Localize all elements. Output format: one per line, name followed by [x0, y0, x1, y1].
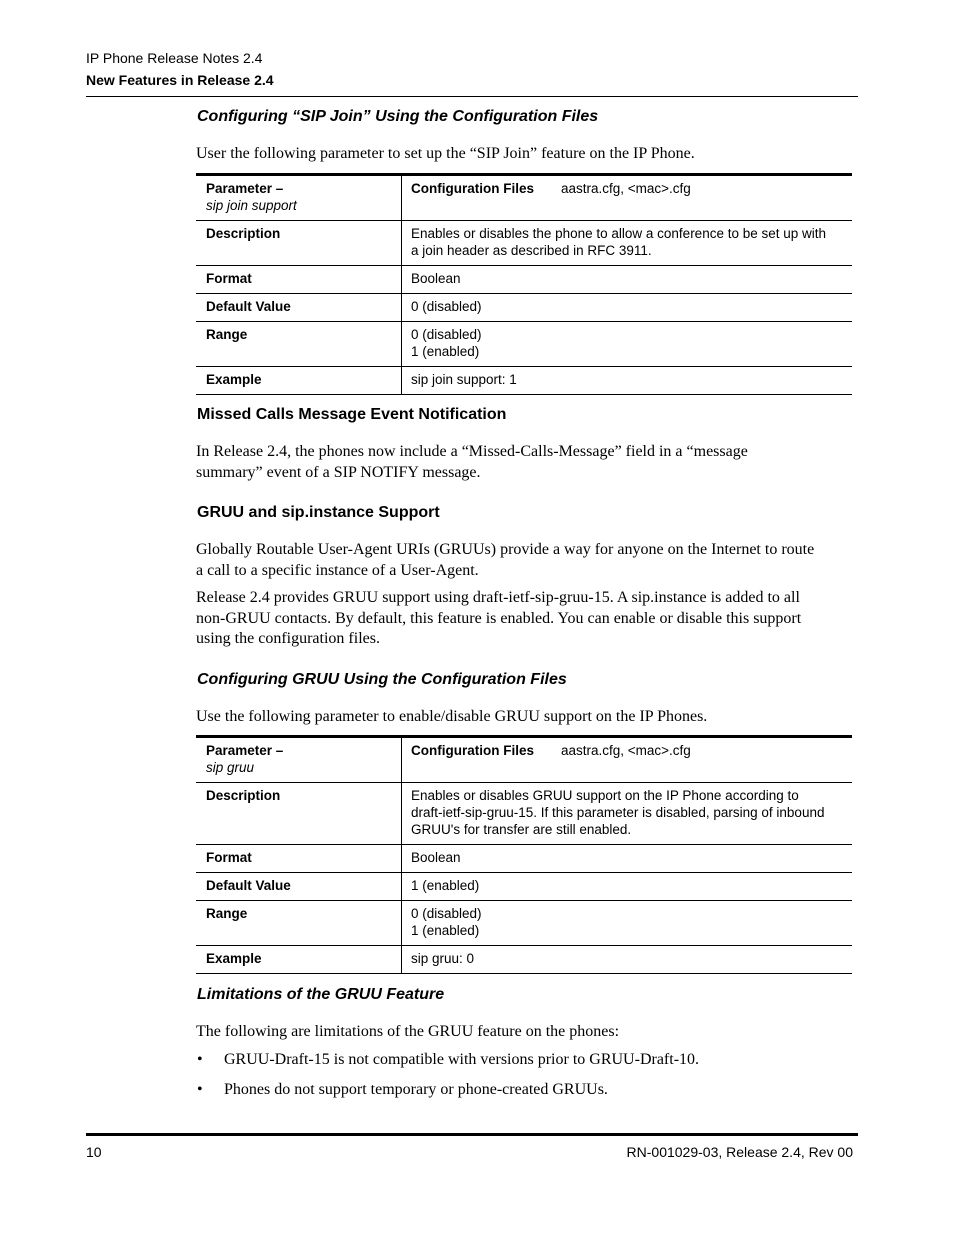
- row-label: Description: [196, 783, 402, 845]
- missed-calls-paragraph: [196, 442, 856, 483]
- page-number: 10: [86, 1144, 102, 1160]
- row-value-line: draft-ietf-sip-gruu-15. If this parameter is disabled, parsing of inbound: [411, 805, 825, 820]
- table-row: [196, 783, 852, 845]
- gruu-paragraph-1: [196, 540, 856, 581]
- row-value-line: Boolean: [402, 845, 853, 873]
- parameter-label: Parameter –: [206, 743, 284, 758]
- table-row: [196, 367, 852, 395]
- config-files-label: Configuration Files: [411, 743, 534, 758]
- limitations-intro: The following are limitations of the GRUU feature on the phones:: [196, 1023, 620, 1040]
- text-line: using the configuration files.: [196, 630, 380, 647]
- parameter-name: sip gruu: [206, 760, 255, 775]
- footer-rule: [86, 1133, 858, 1136]
- document-id: RN-001029-03, Release 2.4, Rev 00: [626, 1144, 853, 1160]
- table-row: [196, 737, 852, 783]
- gruu-heading: GRUU and sip.instance Support: [197, 504, 440, 521]
- table-row: [196, 322, 852, 367]
- text-line: Release 2.4 provides GRUU support using draft-ietf-sip-gruu-15. A sip.instance is added to all: [196, 589, 800, 606]
- row-label: Format: [196, 845, 402, 873]
- list-item-text: Phones do not support temporary or phone-created GRUUs.: [224, 1081, 608, 1098]
- text-line: a call to a specific instance of a User-Agent.: [196, 561, 479, 579]
- config-files-value: aastra.cfg, <mac>.cfg: [561, 181, 691, 196]
- list-item-text: GRUU-Draft-15 is not compatible with versions prior to GRUU-Draft-10.: [224, 1051, 700, 1068]
- row-value-line: sip join support: 1: [402, 367, 853, 395]
- row-label: Example: [196, 946, 402, 974]
- gruu-parameter-table: [196, 735, 852, 974]
- table-row: [196, 901, 852, 946]
- row-value-line: 0 (disabled): [411, 327, 482, 342]
- row-label: Default Value: [196, 873, 402, 901]
- sip-join-intro: User the following parameter to set up the “SIP Join” feature on the IP Phone.: [196, 145, 695, 162]
- row-value-line: Enables or disables GRUU support on the IP Phone according to: [411, 788, 799, 803]
- table-row: [196, 946, 852, 974]
- gruu-paragraph-2: [196, 588, 856, 650]
- text-line: In Release 2.4, the phones now include a “Missed-Calls-Message” field in a “message: [196, 443, 748, 460]
- table-row: [196, 175, 852, 221]
- table-row: [196, 266, 852, 294]
- row-value-line: Enables or disables the phone to allow a conference to be set up with: [411, 226, 827, 241]
- row-label: Default Value: [196, 294, 402, 322]
- row-value-line: GRUU's for transfer are still enabled.: [411, 822, 632, 837]
- row-label: Description: [196, 221, 402, 266]
- sip-join-parameter-table: [196, 173, 852, 395]
- row-value-line: Boolean: [402, 266, 853, 294]
- gruu-config-intro: Use the following parameter to enable/disable GRUU support on the IP Phones.: [196, 708, 708, 725]
- table-row: [196, 873, 852, 901]
- row-value-line: 0 (disabled): [411, 906, 482, 921]
- table-row: [196, 221, 852, 266]
- header-rule: [86, 96, 858, 97]
- text-line: non-GRUU contacts. By default, this feature is enabled. You can enable or disable this support: [196, 609, 802, 627]
- config-files-value: aastra.cfg, <mac>.cfg: [561, 743, 691, 758]
- text-line: Globally Routable User-Agent URIs (GRUUs) provide a way for anyone on the Internet to route: [196, 541, 815, 558]
- parameter-name: sip join support: [206, 198, 297, 213]
- table-row: [196, 845, 852, 873]
- row-label: Range: [196, 322, 402, 367]
- bullet-icon: •: [197, 1081, 203, 1098]
- row-label: Range: [196, 901, 402, 946]
- row-value-line: a join header as described in RFC 3911.: [411, 243, 652, 258]
- row-value-line: 1 (enabled): [402, 873, 853, 901]
- limitations-heading: Limitations of the GRUU Feature: [197, 986, 445, 1003]
- missed-calls-heading: Missed Calls Message Event Notification: [197, 406, 507, 423]
- row-label: Example: [196, 367, 402, 395]
- parameter-label: Parameter –: [206, 181, 284, 196]
- row-value-line: 0 (disabled): [402, 294, 853, 322]
- text-line: summary” event of a SIP NOTIFY message.: [196, 463, 481, 481]
- row-value-line: sip gruu: 0: [402, 946, 853, 974]
- running-header-section: New Features in Release 2.4: [86, 72, 274, 88]
- bullet-icon: •: [197, 1051, 203, 1068]
- config-files-label: Configuration Files: [411, 181, 534, 196]
- gruu-config-heading: Configuring GRUU Using the Configuration Files: [197, 671, 567, 688]
- row-value-line: 1 (enabled): [411, 923, 480, 938]
- table-row: [196, 294, 852, 322]
- row-value-line: 1 (enabled): [411, 344, 480, 359]
- running-header-title: IP Phone Release Notes 2.4: [86, 50, 263, 66]
- row-label: Format: [196, 266, 402, 294]
- sip-join-heading: Configuring “SIP Join” Using the Configuration Files: [197, 108, 599, 125]
